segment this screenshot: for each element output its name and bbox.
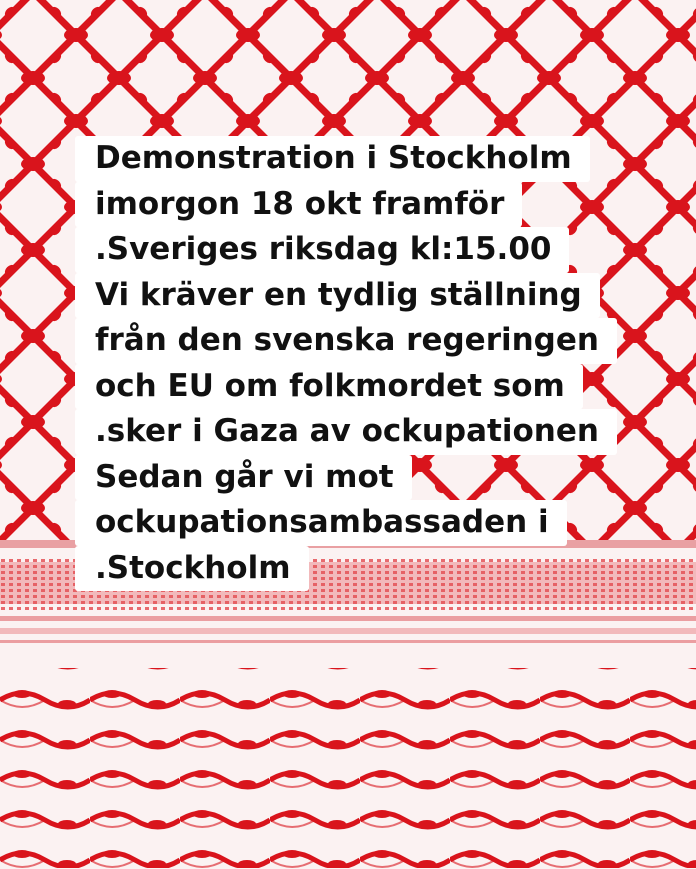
text-line: .Sveriges riksdag kl:15.00 xyxy=(75,227,569,273)
text-line: från den svenska regeringen xyxy=(75,318,617,364)
text-line: Demonstration i Stockholm xyxy=(75,136,590,182)
text-line: Vi kräver en tydlig ställning xyxy=(75,273,600,319)
text-line: Sedan går vi mot xyxy=(75,455,412,501)
text-line: .sker i Gaza av ockupationen xyxy=(75,409,617,455)
announcement-text xyxy=(76,136,617,591)
text-line: och EU om folkmordet som xyxy=(75,364,583,410)
text-line: ockupationsambassaden i xyxy=(75,500,567,546)
text-line: .Stockholm xyxy=(75,546,309,592)
text-line: imorgon 18 okt framför xyxy=(75,182,522,228)
